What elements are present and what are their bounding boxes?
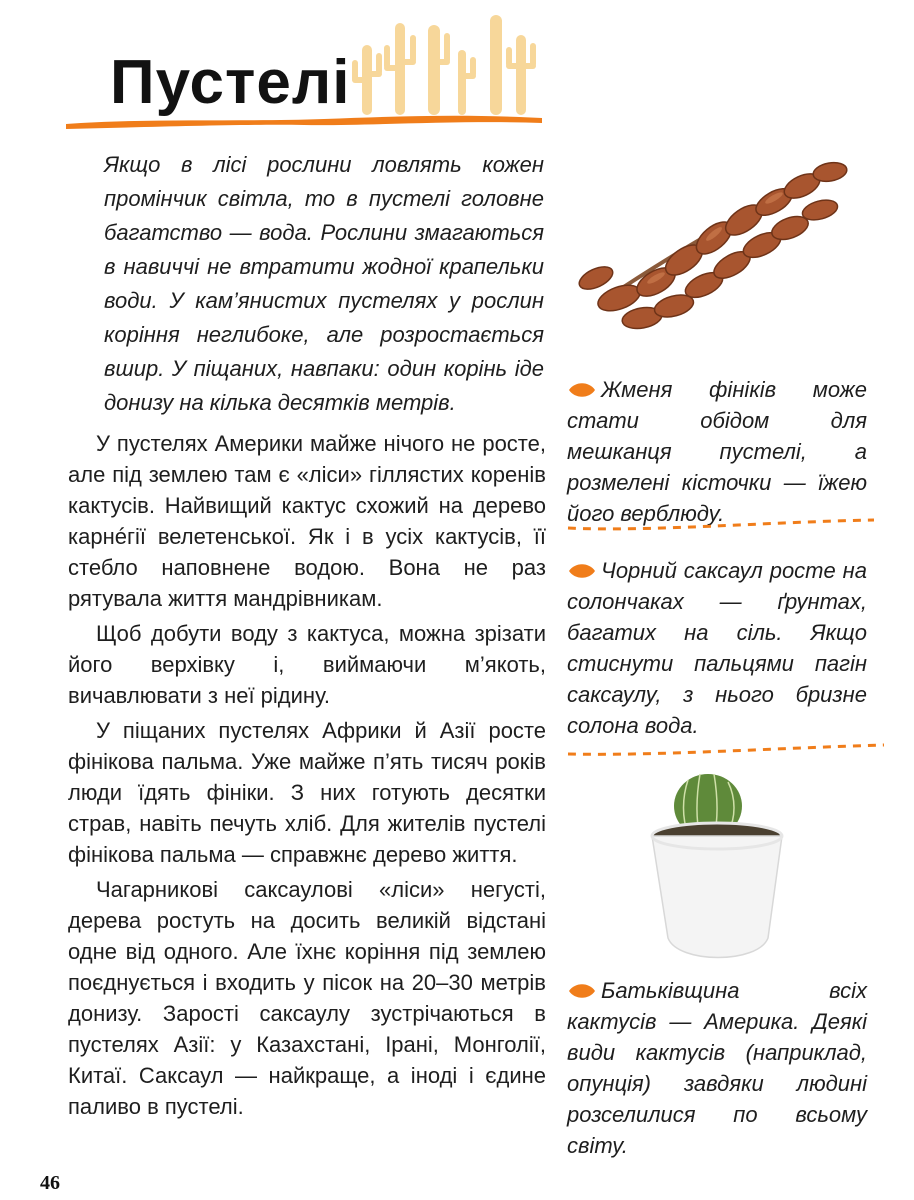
note-cacti: Батьківщина всіх кактусів — Америка. Деякі види кактусів (наприклад, опунція) завдяки людині розселилися по всьому світу. bbox=[567, 978, 867, 1158]
page-title: Пустелі bbox=[110, 48, 351, 117]
potted-cactus-photo bbox=[648, 768, 798, 968]
dates-photo bbox=[564, 150, 864, 360]
main-text bbox=[68, 428, 546, 1126]
cactus-silhouettes-icon bbox=[340, 5, 560, 115]
paragraph-cactus-water: Щоб добути воду з кактуса, можна зрізати його верхівку і, виймаючи м’якоть, вичавлювати з неї рідину. bbox=[68, 621, 546, 708]
leaf-bullet-icon bbox=[567, 562, 597, 580]
note-saxaul: Чорний саксаул росте на солончаках — ґрунтах, багатих на сіль. Якщо стиснути пальцями пагін саксаулу, з нього бризне солона вода. bbox=[567, 558, 867, 738]
paragraph-america: У пустелях Америки майже нічого не росте, але під землею там є «ліси» гіллястих коренів кактусів. Найвищий кактус схожий на дерево карнéгії велетенської. Як і в усіх кактусів, її стебло наповнене водою. Вона не раз рятувала життя мандрівникам. bbox=[68, 431, 546, 611]
paragraph-date-palm: У піщаних пустелях Африки й Азії росте фінікова пальма. Уже майже п’ять тисяч років люди їдять фініки. З них готують десятки страв, навіть печуть хліб. Для жителів пустелі фінікова пальма — справжнє дерево життя. bbox=[68, 718, 546, 867]
intro-paragraph: Якщо в лісі рослини ловлять кожен промінчик світла, то в пустелі головне багатство — вода. Рослини змагаються в навиччі не втратити жодної крапельки води. У кам’янистих пустелях у рослин коріння неглибоке, але розростається вшир. У піщаних, навпаки: один корінь іде донизу на кілька десятків метрів. bbox=[104, 152, 544, 415]
leaf-bullet-icon bbox=[567, 381, 597, 399]
note-dates: Жменя фініків може стати обідом для мешканця пустелі, а розмелені кісточки — їжею його верблюду. bbox=[567, 377, 867, 526]
paragraph-saxaul: Чагарникові саксаулові «ліси» негусті, дерева ростуть на досить великій відстані одне від одного. Але їхнє коріння під землею поєднується і входить у пісок на 20–30 метрів донизу. Зарості саксаулу зустрічаються в пустелях Азії: у Казахстані, Ірані, Монголії, Китаї. Саксаул — найкраще, а іноді і єдине паливо в пустелі. bbox=[68, 877, 546, 1119]
dashed-divider bbox=[566, 742, 886, 758]
leaf-bullet-icon bbox=[567, 982, 597, 1000]
title-underline bbox=[64, 110, 544, 134]
dashed-divider bbox=[566, 518, 876, 534]
page-number: 46 bbox=[40, 1172, 60, 1194]
